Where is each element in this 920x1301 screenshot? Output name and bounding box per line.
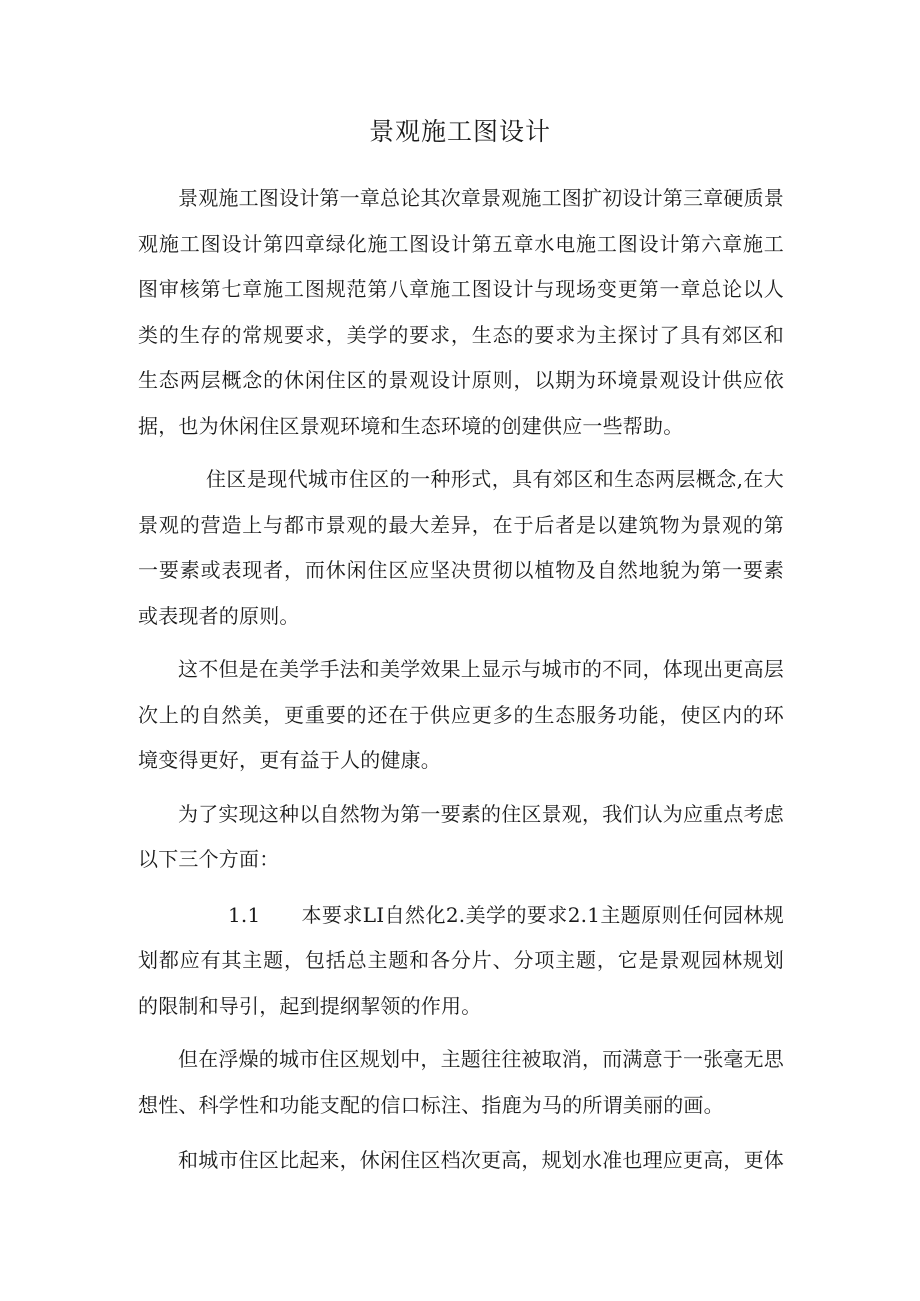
- paragraph-theme-cancelled: 但在浮燥的城市住区规划中，主题往往被取消，而满意于一张毫无思想性、科学性和功能支配的信口标注、指鹿为马的所谓美丽的画。: [138, 1047, 784, 1117]
- paragraph-natural-beauty: 这不但是在美学手法和美学效果上显示与城市的不同，体现出更高层次上的自然美，更重要的还在于供应更多的生态服务功能，使区内的环境变得更好，更有益于人的健康。: [138, 657, 784, 772]
- paragraph-intro: 景观施工图设计第一章总论其次章景观施工图扩初设计第三章硬质景观施工图设计第四章绿化施工图设计第五章水电施工图设计第六章施工图审核第七章施工图规范第八章施工图设计与现场变更第一章总论以人类的生存的常规要求，美学的要求，生态的要求为主探讨了具有郊区和生态两层概念的休闲住区的景观设计原则，以期为环境景观设计供应依据，也为休闲住区景观环境和生态环境的创建供应一些帮助。: [138, 186, 784, 438]
- document-body: [138, 176, 784, 1184]
- page-title: 景观施工图设计: [368, 117, 551, 146]
- paragraph-section-1-1: 1.1 本要求LI自然化2.美学的要求2.1主题原则任何园林规划都应有其主题，包括总主题和各分片、分项主题，它是景观园林规划的限制和导引，起到提纲挈领的作用。: [138, 902, 784, 1018]
- paragraph-three-aspects: 为了实现这种以自然物为第一要素的住区景观，我们认为应重点考虑以下三个方面：: [138, 801, 784, 871]
- paragraph-leisure-area: 和城市住区比起来，休闲住区档次更高，规划水准也理应更高，更体: [178, 1148, 784, 1172]
- paragraph-residential-area: 住区是现代城市住区的一种形式，具有郊区和生态两层概念,在大景观的营造上与都市景观的最大差异，在于后者是以建筑物为景观的第一要素或表现者，而休闲住区应坚决贯彻以植物及自然地貌为第一要素或表现者的原则。: [138, 467, 784, 628]
